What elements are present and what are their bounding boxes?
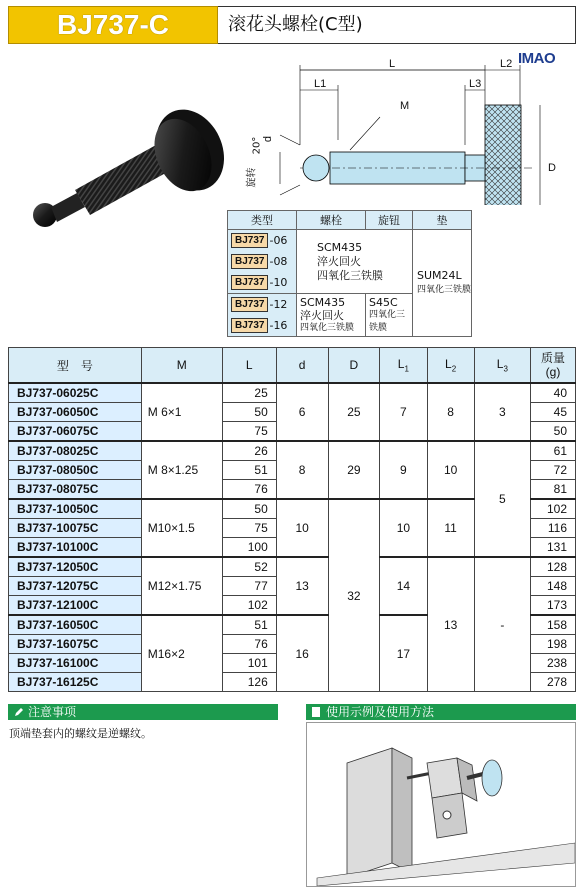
- mat-types-group1: BJ737 -06 BJ737 -08 BJ737 -10: [228, 230, 297, 294]
- mat-bolt-group1: SCM435 淬火回火 四氧化三铁膜: [297, 230, 413, 294]
- dim-L3: L3: [469, 78, 482, 90]
- dim-L: L: [389, 58, 396, 70]
- angle-value: 20°: [251, 136, 263, 155]
- type-chip: BJ737: [231, 233, 268, 248]
- col-M: M: [141, 348, 222, 384]
- spec-table: [8, 347, 576, 692]
- table-row: BJ737-16125C 126 278: [9, 673, 576, 692]
- col-D: D: [328, 348, 380, 384]
- type-chip: BJ737: [231, 297, 268, 312]
- dim-L1: L1: [314, 78, 327, 90]
- notes-text: 顶端垫套内的螺纹是逆螺纹。: [9, 727, 152, 740]
- mat-header-knob: 旋钮: [366, 211, 413, 230]
- table-row: BJ737-12050C M12×1.75 52 13 14 13 - 128: [9, 557, 576, 577]
- col-L: L: [222, 348, 276, 384]
- product-title: 滚花头螺栓(C型): [218, 6, 576, 44]
- dim-M: M: [400, 100, 410, 112]
- table-row: BJ737-06075C 75 50: [9, 422, 576, 442]
- col-L2: $L_2$: [427, 348, 474, 384]
- type-chip: BJ737: [231, 254, 268, 269]
- table-row: BJ737-08025C M 8×1.25 26 8 29 9 10 5 61: [9, 441, 576, 461]
- table-row: BJ737-08075C 76 81: [9, 480, 576, 500]
- table-row: BJ737-16050C M16×2 51 16 17 158: [9, 615, 576, 635]
- mat-pad: SUM24L 四氧化三铁膜: [413, 230, 472, 337]
- dim-L2: L2: [500, 58, 513, 70]
- dim-d: d: [262, 135, 275, 143]
- usage-header: 使用示例及使用方法: [306, 704, 576, 720]
- table-row: BJ737-10050C M10×1.5 50 10 32 10 11 102: [9, 499, 576, 519]
- table-row: BJ737-06050C 50 45: [9, 403, 576, 422]
- table-row: BJ737-10075C 75 116: [9, 519, 576, 538]
- col-L3: $L_3$: [474, 348, 530, 384]
- angle-label: 旋转: [246, 167, 258, 188]
- table-row: BJ737-06025C M 6×1 25 6 25 7 8 3 40: [9, 383, 576, 403]
- product-code: BJ737-C: [8, 6, 218, 44]
- type-chip: BJ737: [231, 275, 268, 290]
- mat-types-group2: BJ737 -12 BJ737 -16: [228, 294, 297, 337]
- brand-logo: IMAO: [518, 50, 556, 67]
- pencil-icon: [14, 707, 24, 717]
- table-row: BJ737-16075C 76 198: [9, 635, 576, 654]
- table-row: BJ737-12075C 77 148: [9, 577, 576, 596]
- table-row: BJ737-10100C 100 131: [9, 538, 576, 558]
- mat-header-pad: 垫: [413, 211, 472, 230]
- col-d: d: [276, 348, 328, 384]
- col-model: 型 号: [9, 348, 142, 384]
- dimension-drawing: [240, 55, 580, 205]
- mat-header-type: 类型: [228, 211, 297, 230]
- mat-bolt-group2: SCM435 淬火回火 四氧化三铁膜: [297, 294, 366, 337]
- col-L1: $L_1$: [380, 348, 427, 384]
- mat-knob-group2: S45C 四氧化三铁膜: [366, 294, 413, 337]
- mat-header-bolt: 螺栓: [297, 211, 366, 230]
- product-photo: [15, 95, 235, 245]
- material-table: [227, 210, 472, 337]
- notes-header: 注意事项: [8, 704, 278, 720]
- col-mass: 质量 (g): [531, 348, 576, 384]
- usage-illustration: [306, 722, 576, 887]
- table-row: BJ737-16100C 101 238: [9, 654, 576, 673]
- table-row: BJ737-08050C 51 72: [9, 461, 576, 480]
- type-chip: BJ737: [231, 318, 268, 333]
- table-row: BJ737-12100C 102 173: [9, 596, 576, 616]
- dim-D: D: [548, 162, 556, 174]
- marker-icon: [312, 707, 320, 717]
